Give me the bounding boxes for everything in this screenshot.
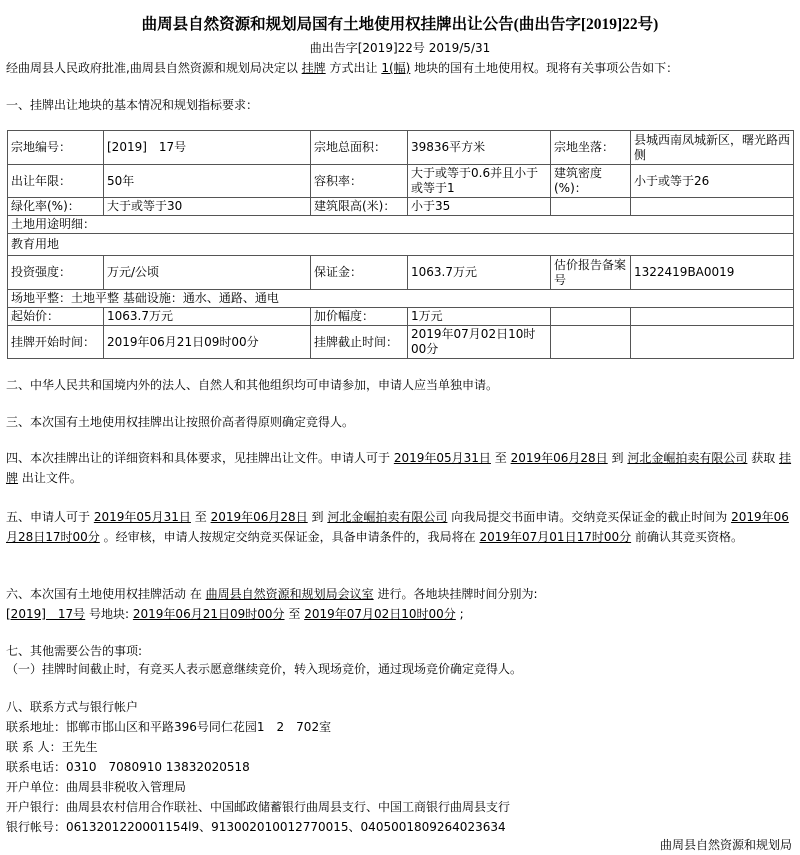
section4-text: 获取 — [751, 451, 776, 465]
empty-cell — [551, 198, 631, 216]
plot-ratio-label: 容积率： — [311, 165, 408, 198]
land-use-detail-label: 土地用途明细： — [8, 216, 794, 234]
section6-text: 至 — [288, 607, 301, 621]
section4-paragraph — [6, 448, 792, 488]
height-limit-value: 小于35 — [408, 198, 551, 216]
bid-increment-value: 1万元 — [408, 308, 551, 326]
intro-text: 地块的国有土地使用权。现将有关事项公告如下： — [414, 61, 679, 75]
listing-start-value: 2019年06月21日09时00分 — [104, 326, 311, 359]
auction-company: 河北金崛拍卖有限公司 — [327, 510, 448, 524]
table-row — [8, 165, 794, 198]
section6-line1 — [6, 584, 792, 604]
section3-text: 三、本次国有土地使用权挂牌出让按照价高者得原则确定竞得人。 — [6, 415, 355, 429]
listing-start: 2019年06月21日09时00分 — [132, 607, 285, 621]
qualification-deadline: 2019年07月01日17时00分 — [479, 530, 632, 544]
section5-text: 五、申请人可于 — [6, 510, 91, 524]
section4-text: 出让文件。 — [21, 471, 82, 485]
page-title: 曲周县自然资源和规划局国有土地使用权挂牌出让公告(曲出告字[2019]22号) — [141, 16, 659, 33]
listing-end-label: 挂牌截止时间： — [311, 326, 408, 359]
section5-text: 至 — [194, 510, 207, 524]
appraisal-record-label: 估价报告备案号 — [551, 256, 631, 290]
listing-end-value: 2019年07月02日10时00分 — [408, 326, 551, 359]
announcement-number-date: 曲出告字[2019]22号 2019/5/31 — [309, 41, 491, 55]
parcel-number-value: [2019] 17号 — [104, 131, 311, 165]
section5-text: 到 — [311, 510, 324, 524]
section5-paragraph — [6, 507, 792, 547]
parcel-number: [2019] 17号 — [6, 607, 86, 621]
investment-intensity-label: 投资强度： — [8, 256, 104, 290]
table-row — [8, 216, 794, 234]
contact-address: 联系地址：邯郸市邯山区和平路396号同仁花园1 2 702室 — [6, 720, 332, 734]
start-date: 2019年05月31日 — [93, 510, 191, 524]
section6-text: 六、本次国有土地使用权挂牌活动 在 — [6, 587, 202, 601]
table-row — [8, 198, 794, 216]
section5-text: 。经审核，申请人按规定交纳竞买保证金，具备申请条件的，我局将在 — [103, 530, 476, 544]
section6-line2 — [6, 604, 792, 624]
opening-bank: 开户银行：曲周县农村信用合作联社、中国邮政储蓄银行曲周县支行、中国工商银行曲周县支行 — [6, 800, 511, 814]
auction-company: 河北金崛拍卖有限公司 — [627, 451, 748, 465]
parcel-count: 1(幅) — [381, 61, 411, 75]
section2-text: 二、中华人民共和国境内外的法人、自然人和其他组织均可申请参加，申请人应当单独申请。 — [6, 378, 499, 392]
listing-start-label: 挂牌开始时间： — [8, 326, 104, 359]
section7-item1: （一）挂牌时间截止时，有竞买人表示愿意继续竞价，转入现场竞价，通过现场竞价确定竞得人。 — [6, 662, 523, 676]
parcel-number-label: 宗地编号： — [8, 131, 104, 165]
section5-text: 向我局提交书面申请。交纳竞买保证金的截止时间为 — [451, 510, 728, 524]
empty-cell — [631, 326, 794, 359]
transfer-method: 挂牌 — [6, 451, 792, 485]
height-limit-label: 建筑限高(米)： — [311, 198, 408, 216]
start-date: 2019年05月31日 — [393, 451, 491, 465]
section6-text: 号地块: — [89, 607, 130, 621]
building-density-label: 建筑密度(%)： — [551, 165, 631, 198]
issuing-organization: 曲周县自然资源和规划局 — [659, 838, 792, 852]
account-unit: 开户单位：曲周县非税收入管理局 — [6, 780, 187, 794]
appraisal-record-value: 1322419BA0019 — [631, 256, 794, 290]
venue: 曲周县自然资源和规划局会议室 — [205, 587, 374, 601]
plot-ratio-value: 大于或等于0.6并且小于或等于1 — [408, 165, 551, 198]
bid-increment-label: 加价幅度： — [311, 308, 408, 326]
section1-heading: 一、挂牌出让地块的基本情况和规划指标要求： — [6, 98, 259, 112]
site-conditions: 场地平整：土地平整 基础设施：通水、通路、通电 — [8, 290, 794, 308]
section7-heading: 七、其他需要公告的事项: — [6, 644, 143, 658]
intro-text: 经曲周县人民政府批准,曲周县自然资源和规划局决定以 — [6, 61, 298, 75]
section6-paragraph — [6, 584, 792, 624]
empty-cell — [631, 198, 794, 216]
table-row — [8, 234, 794, 256]
table-row — [8, 131, 794, 165]
green-rate-label: 绿化率(%)： — [8, 198, 104, 216]
starting-price-label: 起始价： — [8, 308, 104, 326]
transfer-method: 挂牌 — [301, 61, 326, 75]
table-row — [8, 256, 794, 290]
end-date: 2019年06月28日 — [210, 510, 308, 524]
deposit-label: 保证金： — [311, 256, 408, 290]
contact-phone: 联系电话：0310 7080910 13832020518 — [6, 760, 250, 774]
section6-text: ; — [459, 607, 464, 621]
investment-intensity-value: 万元/公顷 — [104, 256, 311, 290]
empty-cell — [551, 326, 631, 359]
section5-text: 前确认其竞买资格。 — [634, 530, 743, 544]
total-area-label: 宗地总面积： — [311, 131, 408, 165]
green-rate-value: 大于或等于30 — [104, 198, 311, 216]
starting-price-value: 1063.7万元 — [104, 308, 311, 326]
section4-text: 四、本次挂牌出让的详细资料和具体要求，见挂牌出让文件。申请人可于 — [6, 451, 391, 465]
bank-account-number: 银行帐号：0613201220001154l9、913002010012770015、0405001809264023634 — [6, 820, 506, 834]
section4-text: 至 — [494, 451, 507, 465]
table-row — [8, 290, 794, 308]
building-density-value: 小于或等于26 — [631, 165, 794, 198]
parcel-info-table — [7, 130, 794, 359]
intro-text: 方式出让 — [329, 61, 378, 75]
section4-text: 到 — [611, 451, 624, 465]
end-date: 2019年06月28日 — [510, 451, 608, 465]
table-row — [8, 326, 794, 359]
intro-paragraph — [6, 59, 794, 76]
contact-person: 联 系 人：王先生 — [6, 740, 98, 754]
location-value: 县城西南凤城新区，曙光路西侧 — [631, 131, 794, 165]
term-label: 出让年限： — [8, 165, 104, 198]
deposit-value: 1063.7万元 — [408, 256, 551, 290]
table-row — [8, 308, 794, 326]
location-label: 宗地坐落： — [551, 131, 631, 165]
deposit-deadline: 2019年06月28日17时00分 — [6, 510, 789, 544]
section6-text: 进行。各地块挂牌时间分别为: — [377, 587, 538, 601]
empty-cell — [551, 308, 631, 326]
total-area-value: 39836平方米 — [408, 131, 551, 165]
term-value: 50年 — [104, 165, 311, 198]
land-use-value: 教育用地 — [8, 234, 794, 256]
listing-end: 2019年07月02日10时00分 — [304, 607, 456, 621]
section8-heading: 八、联系方式与银行帐户 — [6, 700, 139, 714]
empty-cell — [631, 308, 794, 326]
